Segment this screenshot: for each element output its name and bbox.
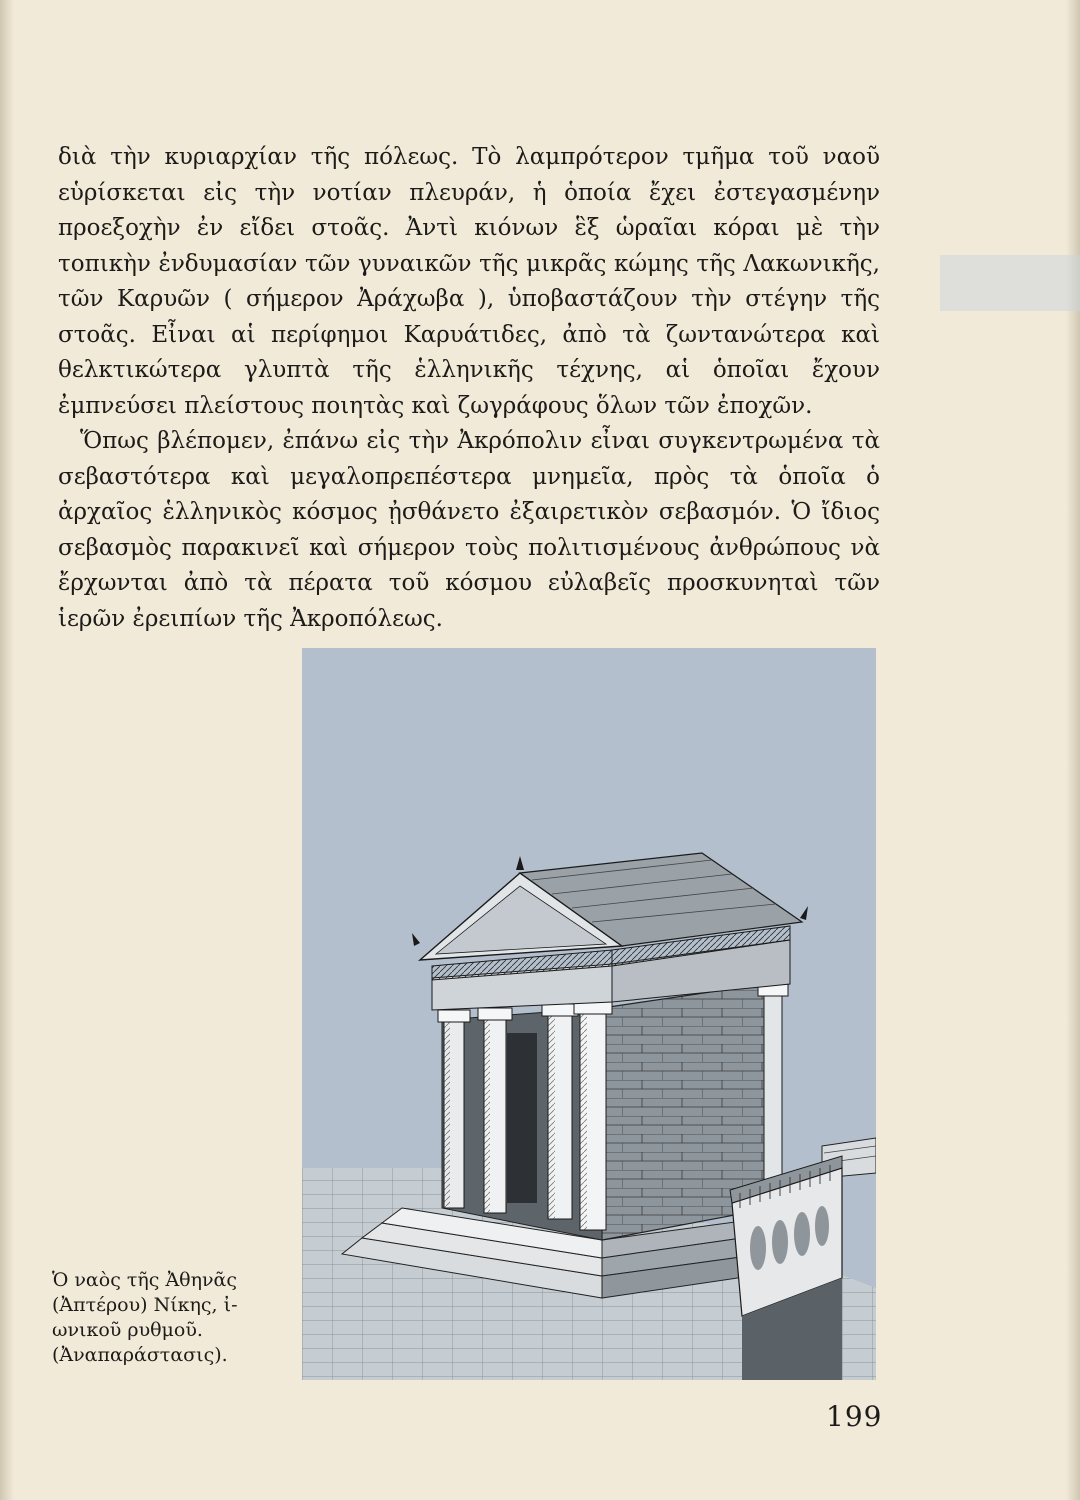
page-edge-right — [1066, 0, 1080, 1500]
temple-figure — [302, 648, 876, 1380]
caption-line: Ὁ ναὸς τῆς Ἀθηνᾶς — [52, 1269, 238, 1291]
bleed-through-mark — [940, 255, 1080, 311]
caption-line: (Ἀπτέρου) Νίκης, ἰ- — [52, 1294, 238, 1316]
paragraph-2: Ὅπως βλέπομεν, ἐπάνω εἰς τὴν Ἀκρόπολιν εἶναι συγκεντρωμένα τὰ σεβαστότερα καὶ μεγαλοπρεπέστερα μνημεῖα, πρὸς τὰ ὁποῖα ὁ ἀρχαῖος ἑλληνικὸς κόσμος ᾐσθάνετο ἐξαιρετικὸν σεβασμόν. Ὁ ἴδιος σεβασμὸς παρακινεῖ καὶ σήμερον τοὺς πολιτισμένους ἀνθρώπους νὰ ἔρχωνται ἀπὸ τὰ πέρατα τοῦ κόσμου εὐλαβεῖς προσκυνηταὶ τῶν ἱερῶν ἐρειπίων τῆς Ἀκροπόλεως. — [58, 428, 880, 632]
page-number: 199 — [826, 1400, 883, 1433]
paragraph-1: διὰ τὴν κυριαρχίαν τῆς πόλεως. Τὸ λαμπρότερον τμῆμα τοῦ ναοῦ εὑρίσκεται εἰς τὴν νοτίαν πλευράν, ἡ ὁποία ἔχει ἐστεγασμένην προεξοχὴν ἐν εἴδει στοᾶς. Ἀντὶ κιόνων ἓξ ὡραῖαι κόραι μὲ τὴν τοπικὴν ἐνδυμασίαν τῶν γυναικῶν τῆς μικρᾶς κώμης τῆς Λακωνικῆς, τῶν Καρυῶν ( σήμερον Ἀράχωβα ), ὑποβαστάζουν τὴν στέγην τῆς στοᾶς. Εἶναι αἱ περίφημοι Καρυάτιδες, ἀπὸ τὰ ζωντανώτερα καὶ θελκτικώτερα γλυπτὰ τῆς ἑλληνικῆς τέχνης, αἱ ὁποῖαι ἔχουν ἐμπνεύσει πλείστους ποιητὰς καὶ ζωγράφους ὅλων τῶν ἐποχῶν. — [58, 144, 880, 419]
temple-illustration-icon — [302, 648, 876, 1380]
caption-line: ωνικοῦ ρυθμοῦ. — [52, 1319, 203, 1341]
body-text — [58, 140, 880, 637]
figure-caption — [52, 1268, 292, 1368]
caption-line: (Ἀναπαράστασις). — [52, 1344, 228, 1366]
page-edge-left — [0, 0, 14, 1500]
